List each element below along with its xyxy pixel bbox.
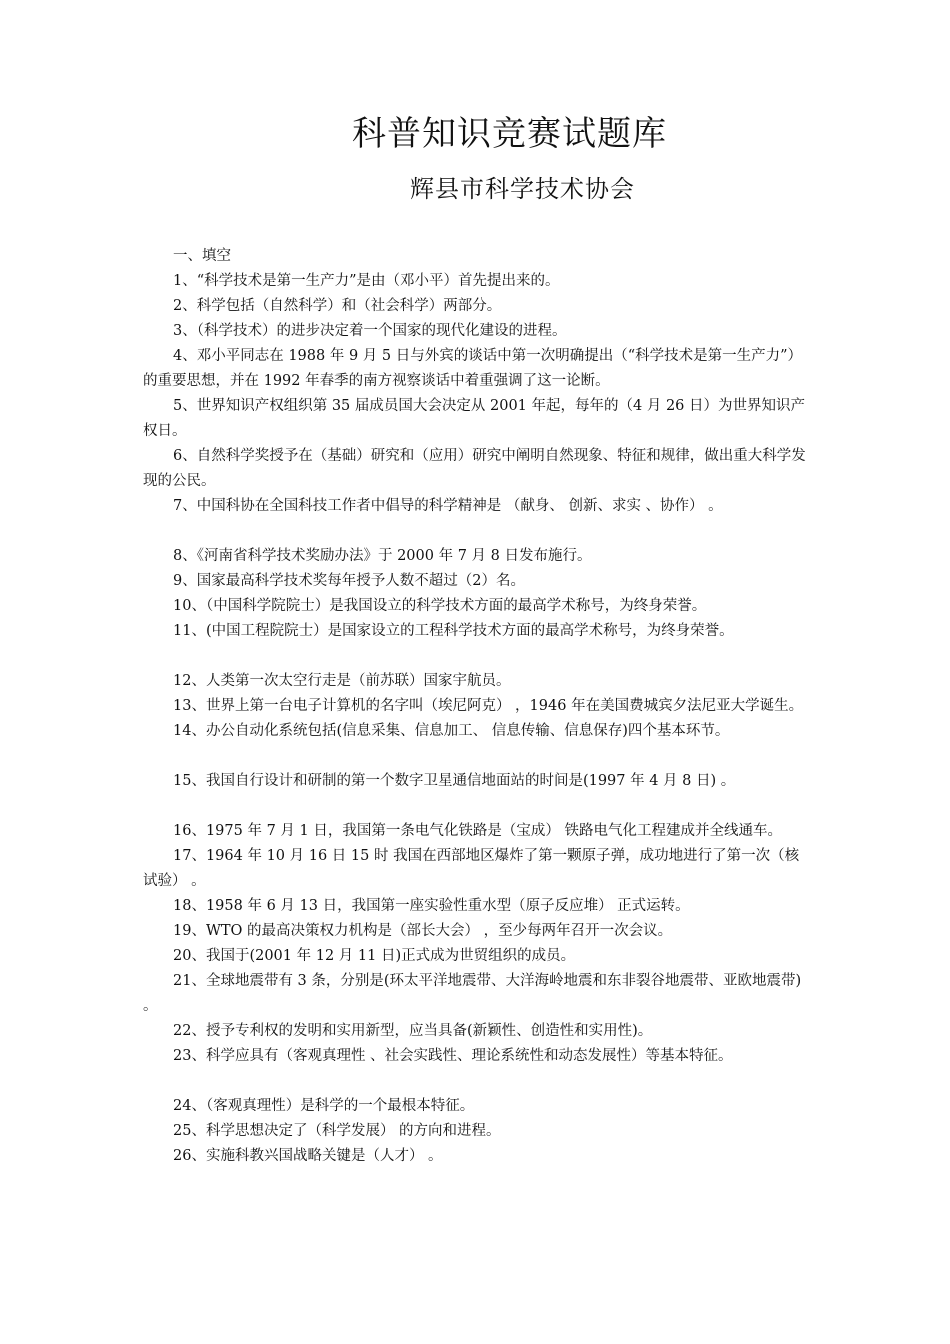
question-item: 23、科学应具有（客观真理性 、社会实践性、理论系统性和动态发展性）等基本特征。: [173, 1048, 733, 1064]
document-subtitle: 辉县市科学技术协会: [410, 175, 635, 203]
blank-line: [143, 519, 811, 544]
question-item: 9、国家最高科学技术奖每年授予人数不超过（2）名。: [173, 573, 525, 589]
question-item: 19、WTO 的最高决策权力机构是（部长大会） ，至少每两年召开一次会议。: [173, 923, 673, 939]
question-item: 26、实施科教兴国战略关键是（人才） 。: [173, 1148, 443, 1164]
question-item: 8、《河南省科学技术奖励办法》于 2000 年 7 月 8 日发布施行。: [173, 548, 592, 564]
question-item: 7、中国科协在全国科技工作者中倡导的科学精神是 （献身、 创新、求实 、协作） 。: [173, 498, 723, 514]
blank-line: [143, 1069, 811, 1094]
question-item: 12、人类第一次太空行走是（前苏联）国家宇航员。: [173, 673, 511, 689]
question-item: 22、授予专利权的发明和实用新型，应当具备(新颖性、创造性和实用性)。: [173, 1023, 653, 1039]
blank-line: [143, 644, 811, 669]
document-title: 科普知识竞赛试题库: [352, 114, 667, 154]
document-body: [143, 244, 811, 1169]
question-item: 10、（中国科学院院士）是我国设立的科学技术方面的最高学术称号，为终身荣誉。: [173, 598, 707, 614]
question-item: 4、邓小平同志在 1988 年 9 月 5 日与外宾的谈话中第一次明确提出（“科学技术是第一生产力”）的重要思想，并在 1992 年春季的南方视察谈话中着重强调了这一论断。: [143, 348, 803, 389]
question-item: 6、自然科学奖授予在（基础）研究和（应用）研究中阐明自然现象、特征和规律，做出重大科学发现的公民。: [143, 448, 806, 489]
question-item: 24、（客观真理性）是科学的一个最根本特征。: [173, 1098, 475, 1114]
question-item: 20、我国于(2001 年 12 月 11 日)正式成为世贸组织的成员。: [173, 948, 576, 964]
blank-line: [143, 744, 811, 769]
question-item: 11、(中国工程院院士）是国家设立的工程科学技术方面的最高学术称号，为终身荣誉。: [173, 623, 734, 639]
question-item: 15、我国自行设计和研制的第一个数字卫星通信地面站的时间是(1997 年 4 月 8 日) 。: [173, 773, 736, 789]
question-item: 21、全球地震带有 3 条，分别是(环太平洋地震带、大洋海岭地震和东非裂谷地震带、亚欧地震带) 。: [143, 973, 802, 1014]
question-item: 13、世界上第一台电子计算机的名字叫（埃尼阿克） ，1946 年在美国费城宾夕法尼亚大学诞生。: [173, 698, 804, 714]
question-item: 18、1958 年 6 月 13 日，我国第一座实验性重水型（原子反应堆） 正式运转。: [173, 898, 690, 914]
question-item: 2、科学包括（自然科学）和（社会科学）两部分。: [173, 298, 502, 314]
question-item: 14、办公自动化系统包括(信息采集、信息加工、 信息传输、信息保存)四个基本环节。: [173, 723, 730, 739]
question-item: 3、（科学技术）的进步决定着一个国家的现代化建设的进程。: [173, 323, 567, 339]
question-item: 5、世界知识产权组织第 35 届成员国大会决定从 2001 年起，每年的（4 月 26 日）为世界知识产权日。: [143, 398, 806, 439]
question-item: 25、科学思想决定了（科学发展） 的方向和进程。: [173, 1123, 501, 1139]
question-item: 16、1975 年 7 月 1 日，我国第一条电气化铁路是（宝成） 铁路电气化工程建成并全线通车。: [173, 823, 782, 839]
question-item: 17、1964 年 10 月 16 日 15 时 我国在西部地区爆炸了第一颗原子弹，成功地进行了第一次（核试验） 。: [143, 848, 800, 889]
question-item: 1、“科学技术是第一生产力”是由（邓小平）首先提出来的。: [173, 273, 560, 289]
blank-line: [143, 794, 811, 819]
section-heading: 一、填空: [173, 248, 231, 264]
